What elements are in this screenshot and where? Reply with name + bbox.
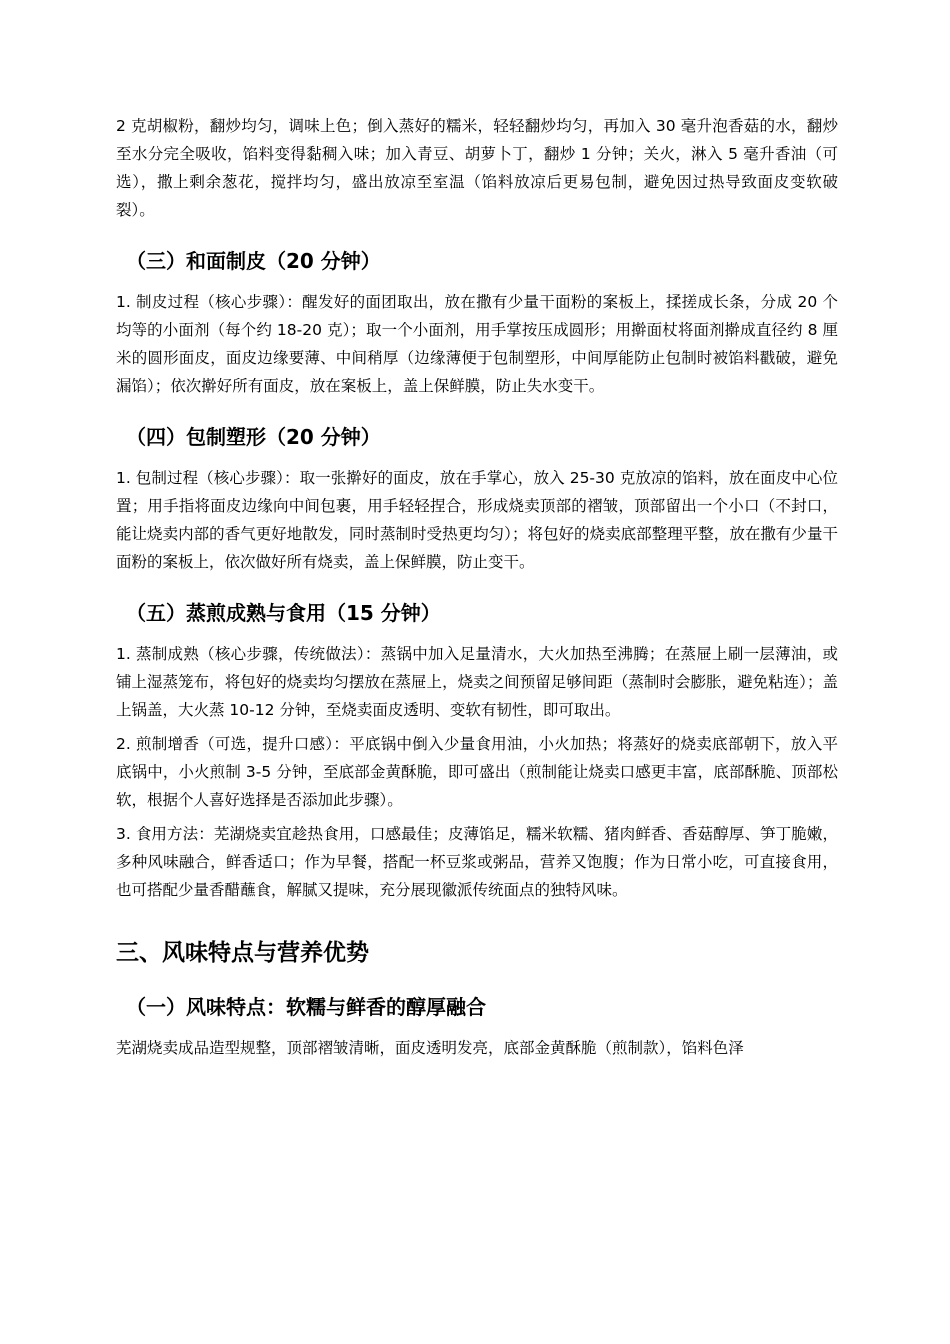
heading-steam-fry-serve: （五）蒸煎成熟与食用（15 分钟）: [126, 601, 441, 625]
paragraph-flavor-description: 芜湖烧卖成品造型规整，顶部褶皱清晰，面皮透明发亮，底部金黄酥脆（煎制款），馅料色泽: [116, 1039, 744, 1057]
paragraph-wrapper-process: 1. 制皮过程（核心步骤）：醒发好的面团取出，放在撒有少量干面粉的案板上，揉搓成长条，分成 20 个均等的小面剂（每个约 18-20 克）；取一个小面剂，用手掌按压成圆形；用擀面杖将面剂擀成直径约 8 厘米的圆形面皮，面皮边缘要薄、中间稍厚（边缘薄便于包制塑形，中间厚能防止包制时被馅料戳破，避免漏馅）；依次擀好所有面皮，放在案板上，盖上保鲜膜，防止失水变干。: [116, 293, 838, 395]
paragraph-frying: 2. 煎制增香（可选，提升口感）：平底锅中倒入少量食用油，小火加热；将蒸好的烧卖底部朝下，放入平底锅中，小火煎制 3-5 分钟，至底部金黄酥脆，即可盛出（煎制能让烧卖口感更丰富，底部酥脆、顶部松软，根据个人喜好选择是否添加此步骤）。: [116, 735, 838, 809]
paragraph-serving: 3. 食用方法：芜湖烧卖宜趁热食用，口感最佳；皮薄馅足，糯米软糯、猪肉鲜香、香菇醇厚、笋丁脆嫩，多种风味融合，鲜香适口；作为早餐，搭配一杯豆浆或粥品，营养又饱腹；作为日常小吃，可直接食用，也可搭配少量香醋蘸食，解腻又提味，充分展现徽派传统面点的独特风味。: [116, 825, 838, 899]
paragraph-wrapping-process: 1. 包制过程（核心步骤）：取一张擀好的面皮，放在手掌心，放入 25-30 克放凉的馅料，放在面皮中心位置；用手指将面皮边缘向中间包裹，用手轻轻捏合，形成烧卖顶部的褶皱，顶部留出一个小口（不封口，能让烧卖内部的香气更好地散发，同时蒸制时受热更均匀）；将包好的烧卖底部整理平整，放在撒有少量干面粉的案板上，依次做好所有烧卖，盖上保鲜膜，防止变干。: [116, 469, 838, 571]
document-page: [116, 112, 838, 1068]
heading-wrapping-shaping: （四）包制塑形（20 分钟）: [126, 425, 381, 449]
paragraph-steaming: 1. 蒸制成熟（核心步骤，传统做法）：蒸锅中加入足量清水，大火加热至沸腾；在蒸屉上刷一层薄油，或铺上湿蒸笼布，将包好的烧卖均匀摆放在蒸屉上，烧卖之间预留足够间距（蒸制时会膨胀，避免粘连）；盖上锅盖，大火蒸 10-12 分钟，至烧卖面皮透明、变软有韧性，即可取出。: [116, 645, 838, 719]
paragraph-filling-end: 2 克胡椒粉，翻炒均匀，调味上色；倒入蒸好的糯米，轻轻翻炒均匀，再加入 30 毫升泡香菇的水，翻炒至水分完全吸收，馅料变得黏稠入味；加入青豆、胡萝卜丁，翻炒 1 分钟；关火，淋入 5 毫升香油（可选），撒上剩余葱花，搅拌均匀，盛出放凉至室温（馅料放凉后更易包制，避免因过热导致面皮变软破裂）。: [116, 117, 838, 219]
heading-flavor-nutrition: 三、风味特点与营养优势: [116, 940, 369, 966]
heading-flavor-features: （一）风味特点：软糯与鲜香的醇厚融合: [126, 995, 486, 1019]
heading-dough-making: （三）和面制皮（20 分钟）: [126, 249, 381, 273]
